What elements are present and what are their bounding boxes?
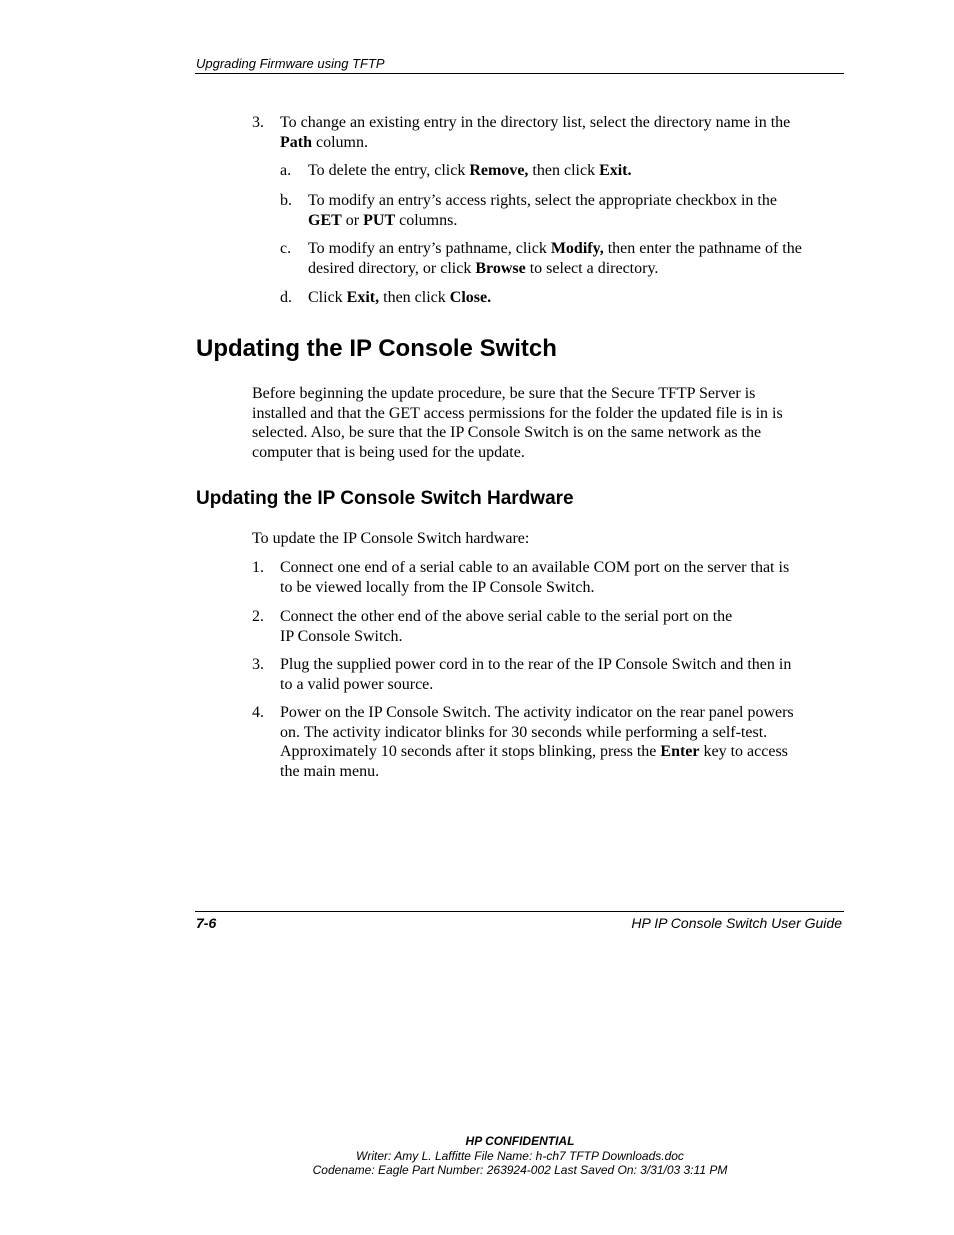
- header-rule: [195, 73, 844, 74]
- section-intro: Before beginning the update procedure, be sure that the Secure TFTP Server is installed and that the GET access permissions for the folder the updated file is in is selected. Also, be sure that the IP Console Switch is on the same network as the computer that is being used for the update.: [252, 385, 783, 461]
- step-text: To change an existing entry in the directory list, select the directory name in the: [280, 114, 791, 131]
- step-number: 3.: [252, 114, 264, 131]
- subsection-lead: To update the IP Console Switch hardware:: [252, 530, 530, 547]
- term-enter: Enter: [660, 743, 700, 760]
- guide-title: HP IP Console Switch User Guide: [631, 915, 842, 931]
- confidential-codename: Codename: Eagle Part Number: 263924-002 Last Saved On: 3/31/03 3:11 PM: [312, 1163, 728, 1177]
- confidential-label: HP CONFIDENTIAL: [465, 1134, 575, 1148]
- footer-rule: [195, 911, 844, 912]
- confidential-writer: Writer: Amy L. Laffitte File Name: h-ch7 TFTP Downloads.doc: [356, 1149, 684, 1163]
- subsection-heading: Updating the IP Console Switch Hardware: [196, 488, 574, 509]
- term-path: Path: [280, 133, 312, 151]
- section-heading: Updating the IP Console Switch: [196, 335, 557, 362]
- running-header: Upgrading Firmware using TFTP: [196, 56, 385, 71]
- page-number: 7-6: [196, 915, 217, 931]
